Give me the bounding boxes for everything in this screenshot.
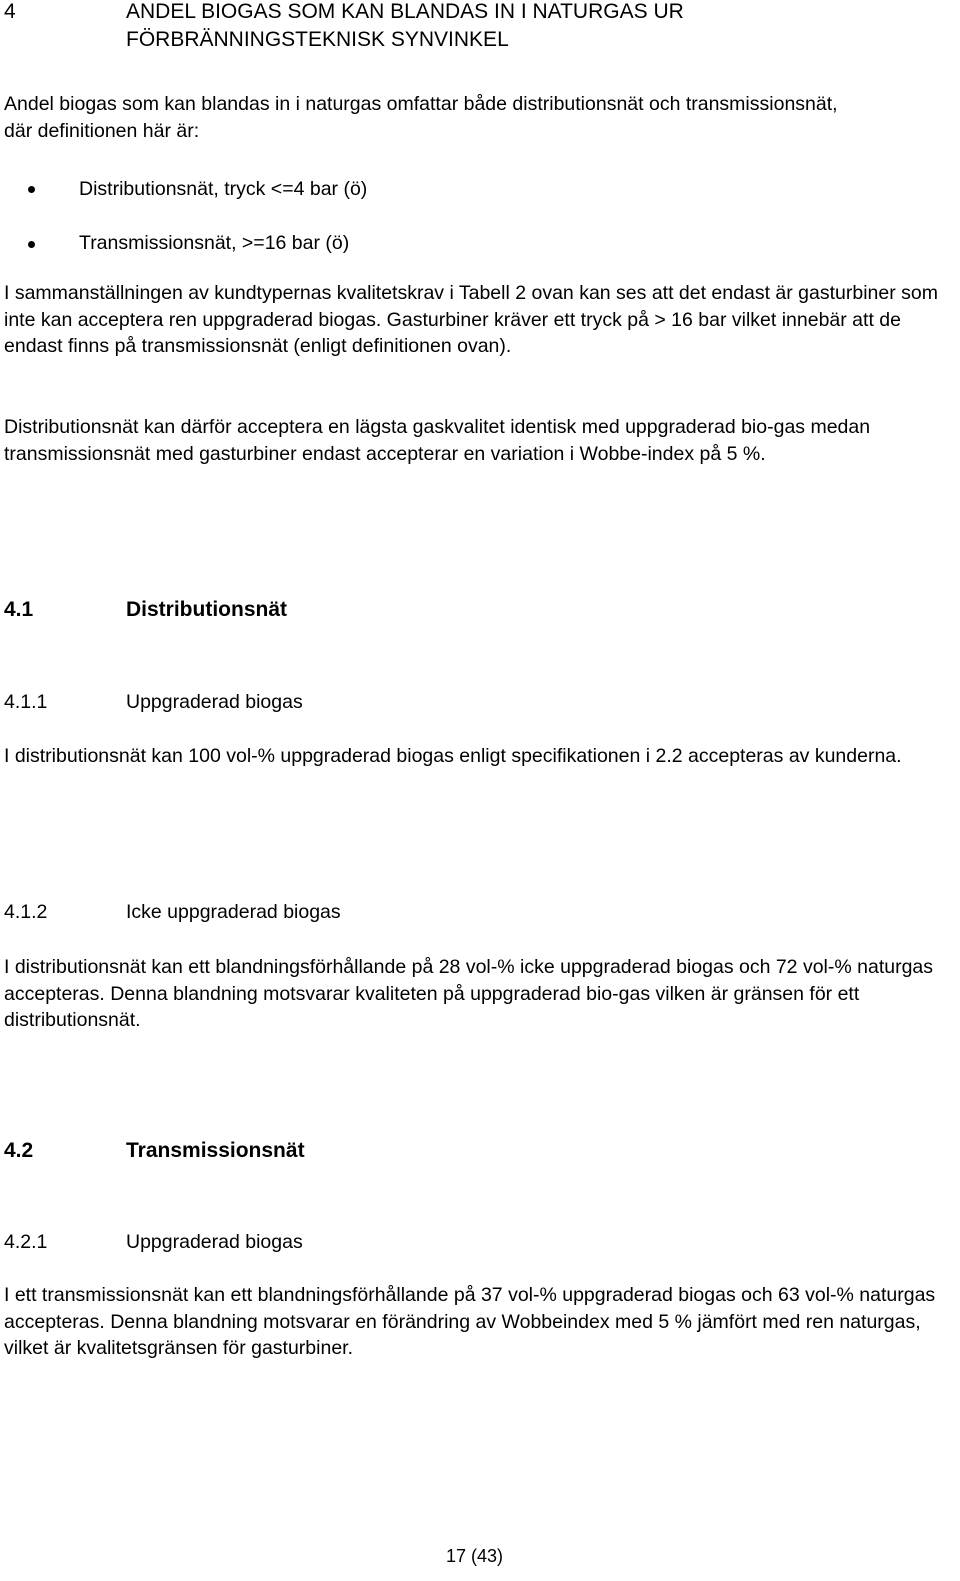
section-title-line-2: FÖRBRÄNNINGSTEKNISK SYNVINKEL	[126, 28, 509, 51]
subsubsection-title: Uppgraderad biogas	[126, 691, 303, 713]
section-number: 4	[4, 0, 16, 23]
subsection-number: 4.2	[4, 1139, 34, 1162]
paragraph-4-2-1: I ett transmissionsnät kan ett blandningsförhållande på 37 vol-% uppgraderad biogas och 63 vol-% naturgas accepteras. Denna blandning motsvarar en förändring av Wobbeindex med 5 % jämfört med ren naturgas, vilket är kvalitetsgränsen för gasturbiner.	[4, 1284, 936, 1359]
paragraph-distributionsnat: Distributionsnät kan därför acceptera en lägsta gaskvalitet identisk med uppgraderad bio-gas medan transmissionsnät med gasturbiner endast accepterar en variation i Wobbe-index på 5 %.	[4, 416, 871, 465]
subsection-title: Transmissionsnät	[126, 1139, 305, 1162]
subsubsection-title: Uppgraderad biogas	[126, 1231, 303, 1253]
bullet-item: Distributionsnät, tryck <=4 bar (ö)	[79, 178, 368, 200]
intro-paragraph: Andel biogas som kan blandas in i naturgas omfattar både distributionsnät och transmissionsnät, där definitionen här är:	[4, 93, 838, 142]
paragraph-4-1-2: I distributionsnät kan ett blandningsförhållande på 28 vol-% icke uppgraderad biogas och 72 vol-% naturgas accepteras. Denna blandning motsvarar kvaliteten på uppgraderad bio-gas vilken är gränsen för ett distributionsnät.	[4, 956, 934, 1031]
section-title-line-1: ANDEL BIOGAS SOM KAN BLANDAS IN I NATURGAS UR	[126, 0, 684, 23]
subsubsection-number: 4.1.1	[4, 691, 48, 713]
subsubsection-title: Icke uppgraderad biogas	[126, 901, 341, 923]
bullet-item: Transmissionsnät, >=16 bar (ö)	[79, 232, 350, 254]
subsection-title: Distributionsnät	[126, 598, 287, 621]
bullet-dot-icon	[28, 241, 35, 248]
subsection-number: 4.1	[4, 598, 34, 621]
subsubsection-number: 4.1.2	[4, 901, 48, 923]
bullet-dot-icon	[28, 186, 35, 193]
subsubsection-number: 4.2.1	[4, 1231, 48, 1253]
paragraph-gasturbiner: I sammanställningen av kundtypernas kvalitetskrav i Tabell 2 ovan kan ses att det endast är gasturbiner som inte kan acceptera ren uppgraderad biogas. Gasturbiner kräver ett tryck på > 16 bar vilket innebär att de endast finns på transmissionsnät (enligt definitionen ovan).	[4, 282, 938, 357]
page-number: 17 (43)	[446, 1546, 504, 1566]
paragraph-4-1-1: I distributionsnät kan 100 vol-% uppgraderad biogas enligt specifikationen i 2.2 accepteras av kunderna.	[4, 745, 902, 767]
